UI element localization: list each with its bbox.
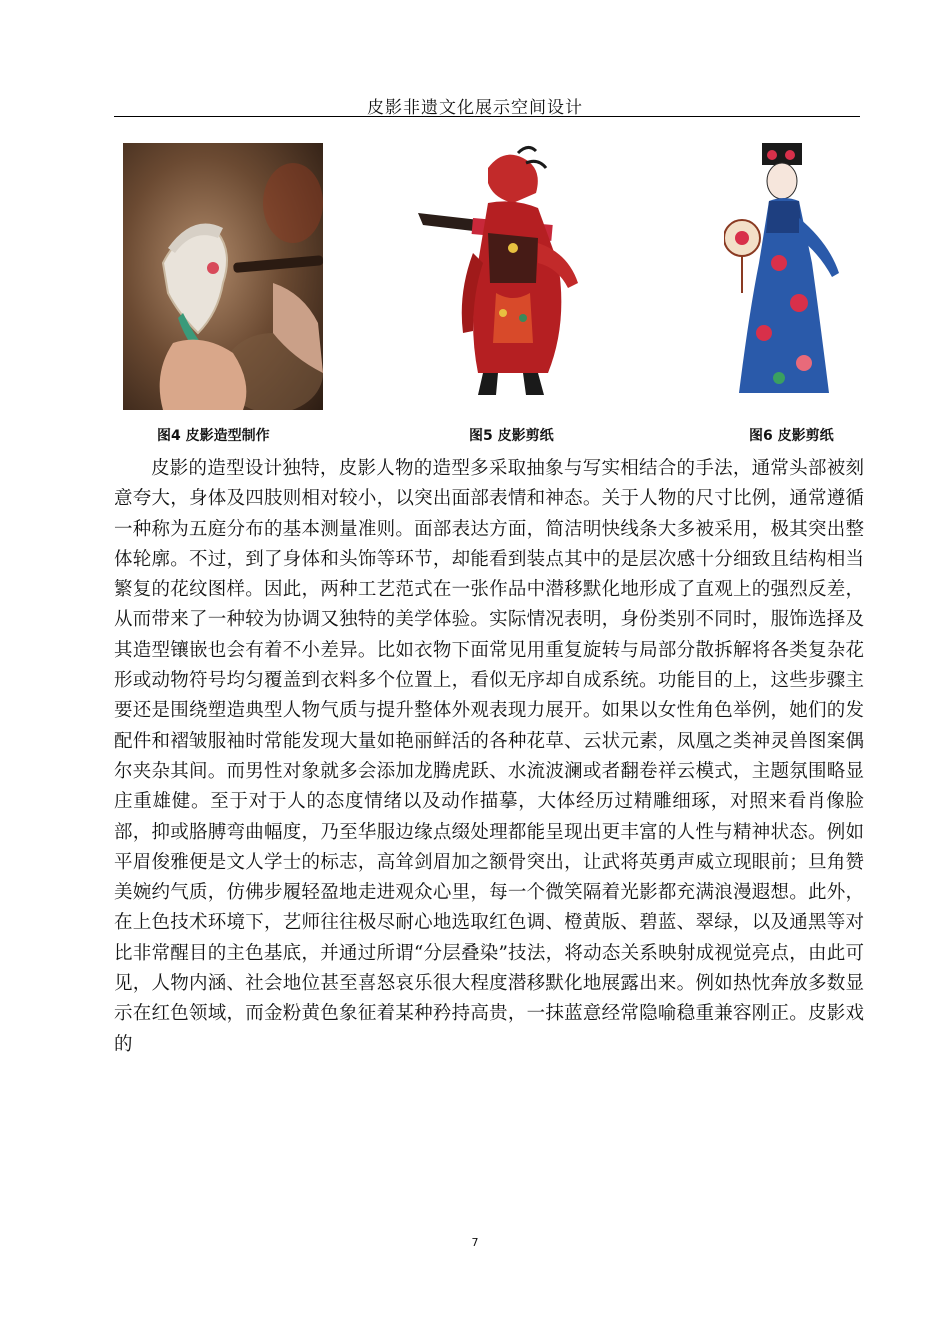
figure-6-caption: 图6 皮影剪纸 (749, 428, 834, 444)
figure-puppet-making-photo (123, 143, 323, 410)
header-rule (114, 116, 860, 117)
body-paragraph: 皮影的造型设计独特，皮影人物的造型多采取抽象与写实相结合的手法，通常头部被刻意夸大，身体及四肢则相对较小，以突出面部表情和神态。关于人物的尺寸比例，通常遵循一种称为五庭分布的基本测量准则。面部表达方面，简洁明快线条大多被采用，极其突出整体轮廓。不过，到了身体和头饰等环节，却能看到装点其中的是层次感十分细致且结构相当繁复的花纹图样。因此，两种工艺范式在一张作品中潜移默化地形成了直观上的强烈反差，从而带来了一种较为协调又独特的美学体验。实际情况表明，身份类别不同时，服饰选择及其造型镶嵌也会有着不小差异。比如衣物下面常见用重复旋转与局部分散拆解将各类复杂花形或动物符号均匀覆盖到衣料多个位置上，看似无序却自成系统。功能目的上，这些步骤主要还是围绕塑造典型人物气质与提升整体外观表现力展开。如果以女性角色举例，她们的发配件和褶皱服袖时常能发现大量如艳丽鲜活的各种花草、云状元素，凤凰之类神灵兽图案偶尔夹杂其间。而男性对象就多会添加龙腾虎跃、水流波澜或者翻卷祥云模式，主题氛围略显庄重雄健。至于对于人的态度情绪以及动作描摹，大体经历过精雕细琢，对照来看肖像脸部，抑或胳膊弯曲幅度，乃至华服边缘点缀处理都能呈现出更丰富的人性与精神状态。例如平眉俊雅便是文人学士的标志，高耸剑眉加之额骨突出，让武将英勇声威立现眼前；旦角赞美婉约气质，仿佛步履轻盈地走进观众心里，每一个微笑隔着光影都充满浪漫遐想。此外，在上色技术环境下，艺师往往极尽耐心地选取红色调、橙黄版、碧蓝、翠绿，以及通黑等对比非常醒目的主色基底，并通过所谓“分层叠染”技法，将动态关系映射成视觉亮点，由此可见，人物内涵、社会地位甚至喜怒哀乐很大程度潜移默化地展露出来。例如热忱奔放多数显示在红色领域，而金粉黄色象征着某种矜持高贵，一抹蓝意经常隐喻稳重兼容刚正。皮影戏的 (114, 458, 864, 1055)
figure-5-caption: 图5 皮影剪纸 (469, 428, 554, 444)
page-header-title: 皮影非遗文化展示空间设计 (367, 98, 583, 118)
figure-warrior-papercut (418, 143, 588, 400)
page-number: 7 (471, 1236, 479, 1249)
figure-lady-papercut (724, 143, 849, 405)
figure-4-caption: 图4 皮影造型制作 (157, 428, 270, 444)
